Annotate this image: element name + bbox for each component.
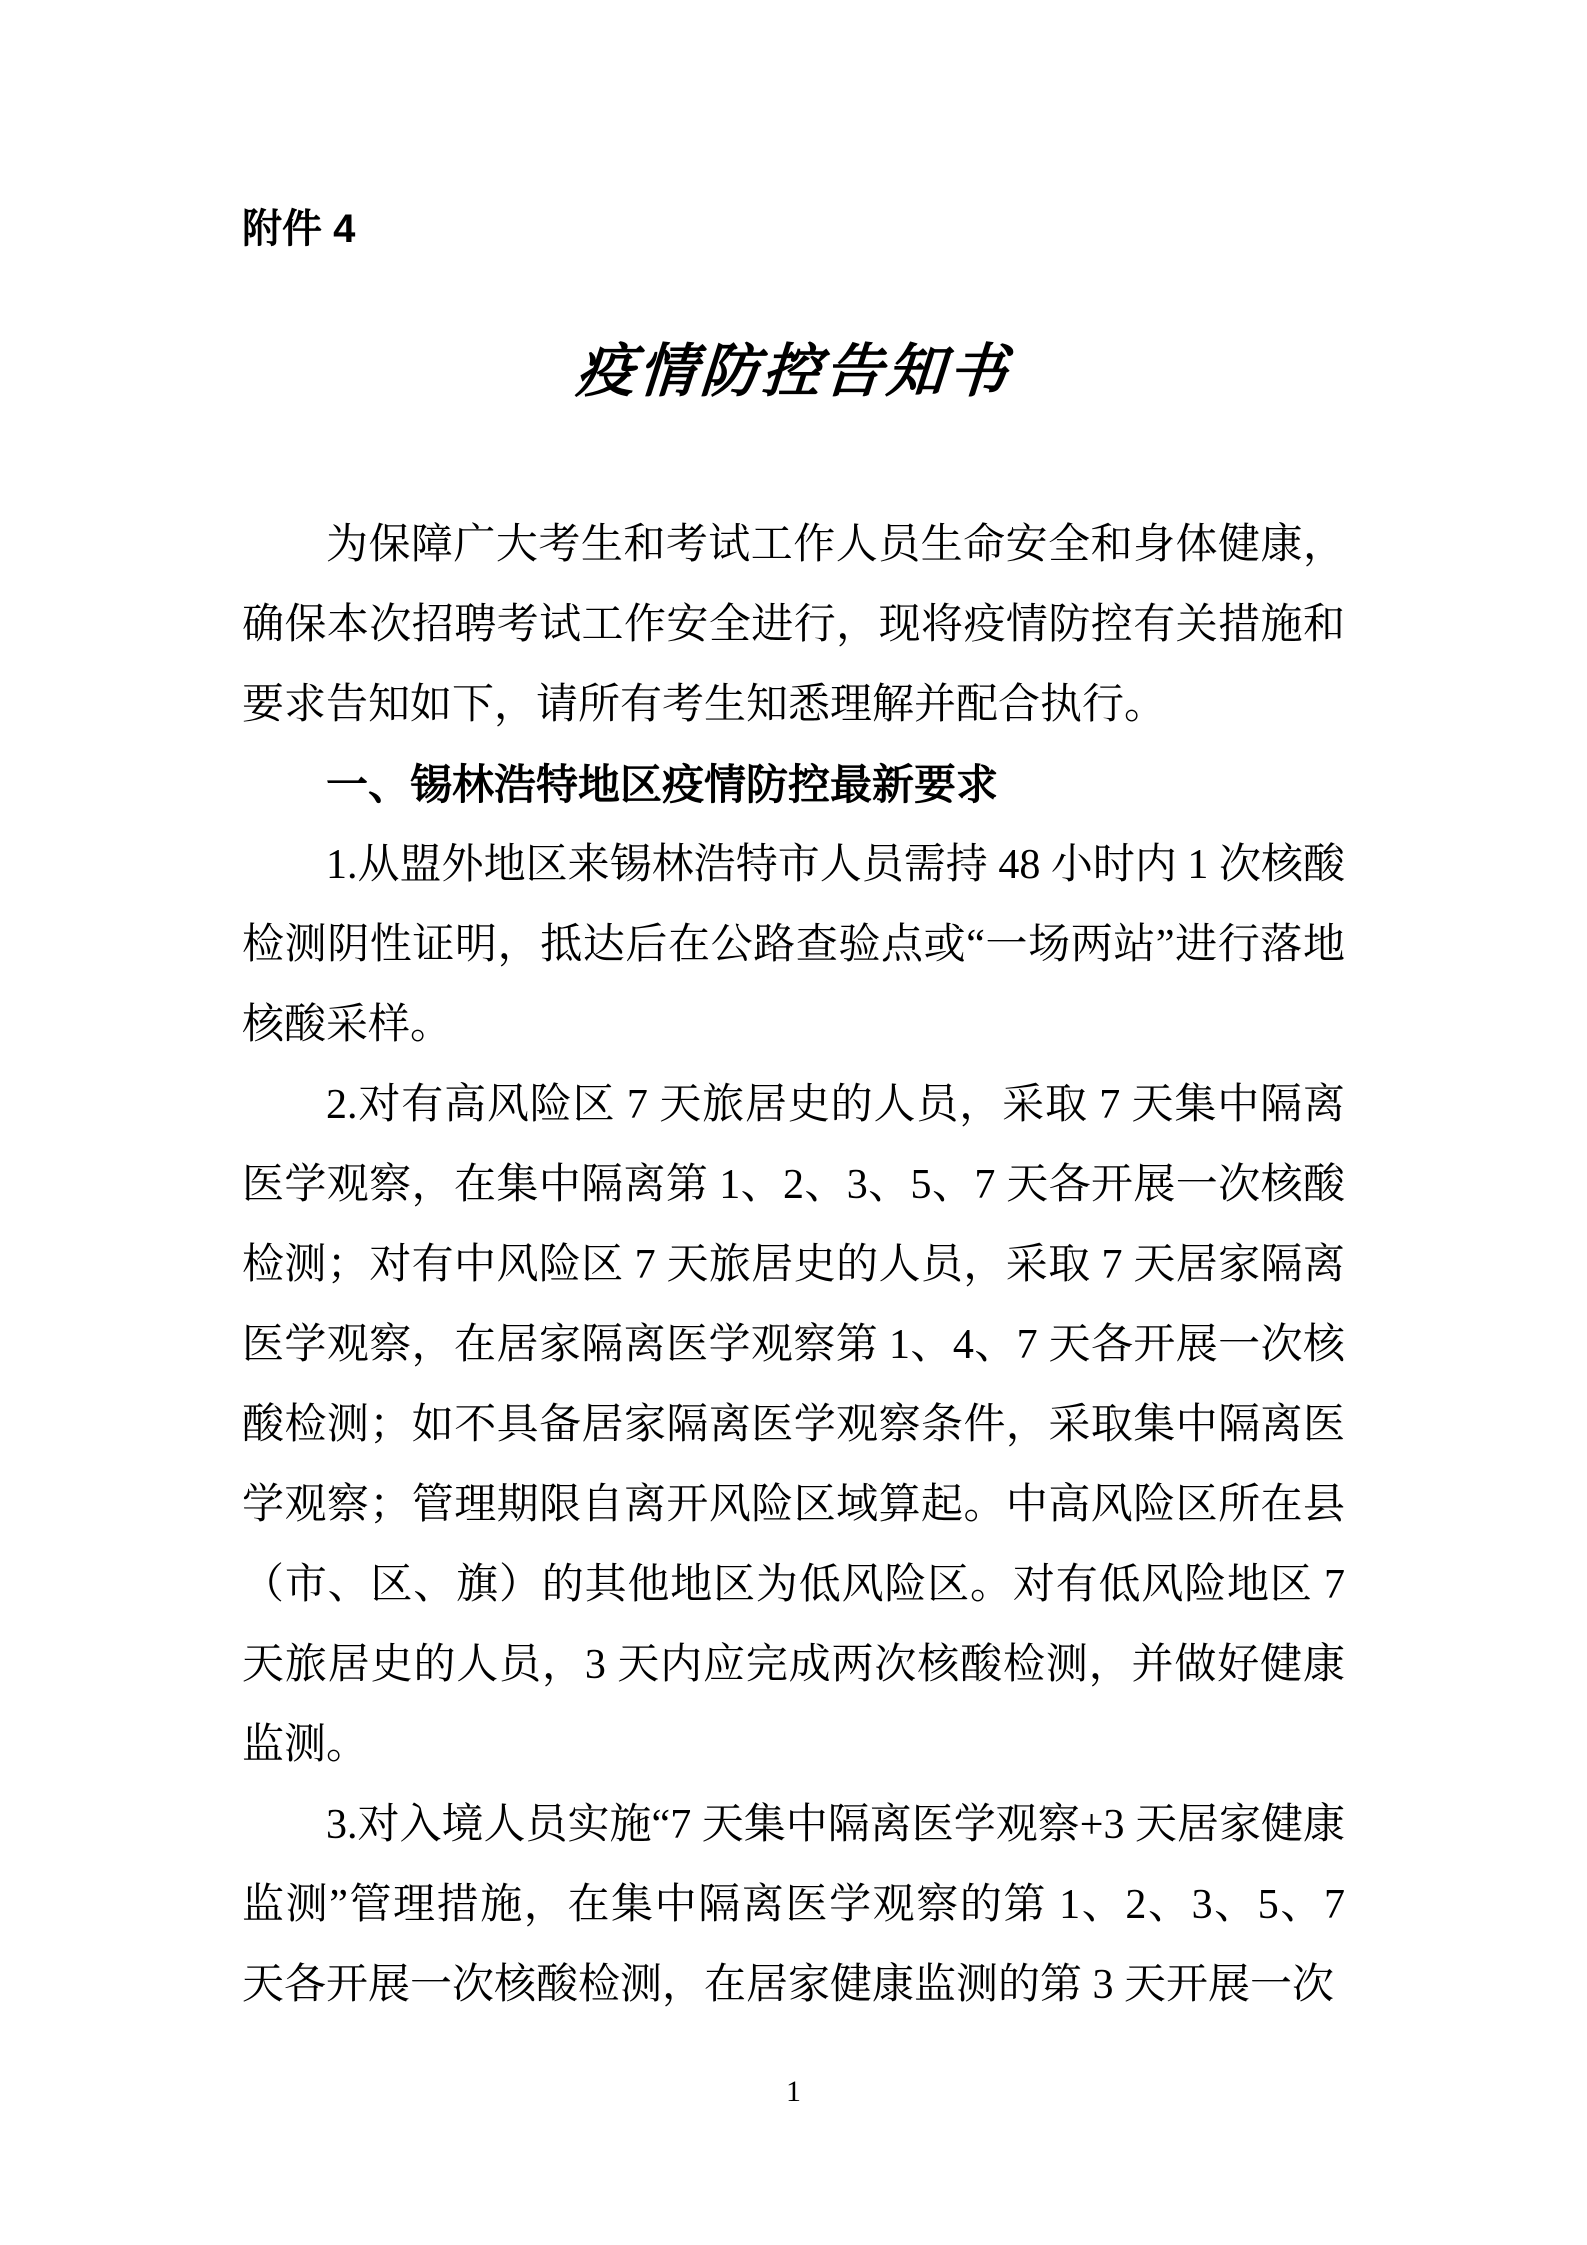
section-heading: 一、锡林浩特地区疫情防控最新要求 <box>326 761 999 808</box>
document-body <box>242 505 1345 2025</box>
body-paragraph-3: 3.对入境人员实施“7 天集中隔离医学观察+3 天居家健康监测”管理措施，在集中隔离医学观察的第 1、2、3、5、7 天各开展一次核酸检测，在居家健康监测的第 3 天开展一次 <box>242 1802 1345 2008</box>
body-paragraph-1: 1.从盟外地区来锡林浩特市人员需持 48 小时内 1 次核酸检测阴性证明，抵达后在公路查验点或“一场两站”进行落地核酸采样。 <box>242 842 1345 1048</box>
attachment-label: 附件 4 <box>242 207 356 251</box>
body-paragraph-2: 2.对有高风险区 7 天旅居史的人员，采取 7 天集中隔离医学观察，在集中隔离第 1、2、3、5、7 天各开展一次核酸检测；对有中风险区 7 天旅居史的人员，采取 7 天居家隔离医学观察，在居家隔离医学观察第 1、4、7 天各开展一次核酸检测；如不具备居家隔离医学观察条件，采取集中隔离医学观察；管理期限自离开风险区域算起。中高风险区所在县（市、区、旗）的其他地区为低风险区。对有低风险地区 7 天旅居史的人员，3 天内应完成两次核酸检测，并做好健康监测。 <box>242 1082 1345 1768</box>
intro-paragraph: 为保障广大考生和考试工作人员生命安全和身体健康，确保本次招聘考试工作安全进行，现将疫情防控有关措施和要求告知如下，请所有考生知悉理解并配合执行。 <box>242 522 1345 728</box>
document-title: 疫情防控告知书 <box>574 337 1013 405</box>
page-number: 1 <box>786 2075 801 2108</box>
